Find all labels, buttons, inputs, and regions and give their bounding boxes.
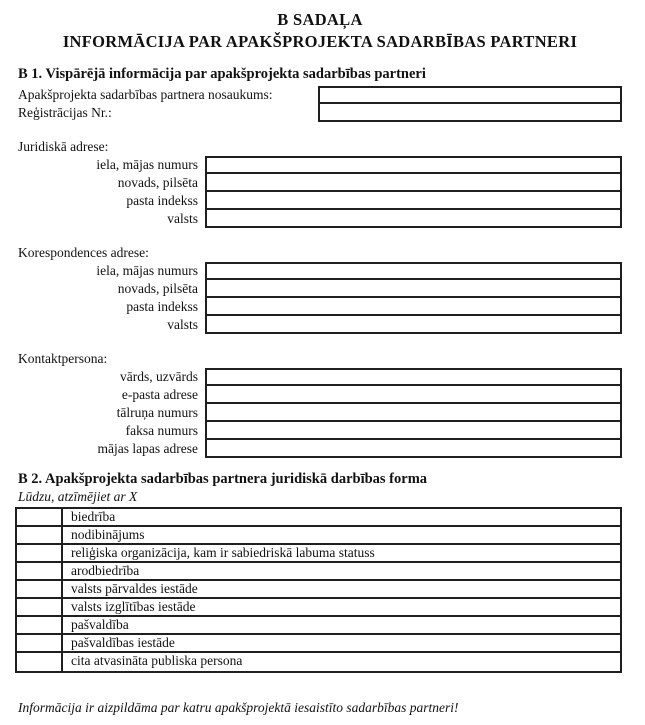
form-row bbox=[18, 210, 622, 228]
korespondences-adrese-group bbox=[18, 244, 622, 334]
section-b2-heading: B 2. Apakšprojekta sadarbības partnera juridiskā darbības forma bbox=[18, 471, 428, 487]
checkbox-religiska-organizacija[interactable] bbox=[17, 545, 63, 561]
form-row bbox=[18, 192, 622, 210]
kontakt-epasts-input[interactable] bbox=[205, 386, 622, 404]
checkbox-valsts-izglitibas-iestade[interactable] bbox=[17, 599, 63, 615]
option-label-nodibinajums: nodibinājums bbox=[71, 527, 145, 542]
table-row bbox=[17, 653, 620, 671]
form-row bbox=[18, 316, 622, 334]
registration-number-label: Reģistrācijas Nr.: bbox=[18, 105, 112, 120]
option-label-arodbiedriba: arodbiedrība bbox=[71, 563, 140, 578]
juridiska-iela-input[interactable] bbox=[205, 156, 622, 174]
table-row bbox=[17, 635, 620, 653]
juridiska-pasta-indekss-input[interactable] bbox=[205, 192, 622, 210]
form-row bbox=[18, 298, 622, 316]
checkbox-pasvaldiba[interactable] bbox=[17, 617, 63, 633]
korespondences-iela-input[interactable] bbox=[205, 262, 622, 280]
table-row bbox=[17, 545, 620, 563]
b1-top-input-stack bbox=[318, 86, 622, 122]
checkbox-arodbiedriba[interactable] bbox=[17, 563, 63, 579]
checkbox-nodibinajums[interactable] bbox=[17, 527, 63, 543]
form-row bbox=[18, 422, 622, 440]
kontakt-talrunis-input[interactable] bbox=[205, 404, 622, 422]
section-b1-heading: B 1. Vispārējā informācija par apakšprojekta sadarbības partneri bbox=[18, 66, 426, 82]
korespondences-valsts-input[interactable] bbox=[205, 316, 622, 334]
option-label-valsts-izglitibas-iestade: valsts izglītības iestāde bbox=[71, 599, 196, 614]
kontakt-fakss-label: faksa numurs bbox=[125, 423, 198, 438]
form-title: B SADAĻA bbox=[277, 10, 363, 29]
korespondences-adrese-heading: Korespondences adrese: bbox=[18, 245, 149, 260]
option-label-cita-atvasinata-publiska-persona: cita atvasināta publiska persona bbox=[71, 653, 243, 668]
legal-form-table bbox=[15, 507, 622, 673]
footer-note: Informācija ir aizpildāma par katru apakšprojektā iesaistīto sadarbības partneri! bbox=[18, 700, 459, 715]
juridiska-adrese-rows bbox=[18, 156, 622, 228]
form-row bbox=[18, 386, 622, 404]
form-row bbox=[18, 440, 622, 458]
b1-top-fields bbox=[18, 86, 622, 122]
checkbox-pasvaldibas-iestade[interactable] bbox=[17, 635, 63, 651]
option-label-valsts-parvaldes-iestade: valsts pārvaldes iestāde bbox=[71, 581, 198, 596]
juridiska-iela-label: iela, mājas numurs bbox=[96, 157, 198, 172]
juridiska-novads-input[interactable] bbox=[205, 174, 622, 192]
checkbox-valsts-parvaldes-iestade[interactable] bbox=[17, 581, 63, 597]
juridiska-valsts-label: valsts bbox=[167, 211, 198, 226]
kontaktpersona-group bbox=[18, 350, 622, 458]
korespondences-novads-input[interactable] bbox=[205, 280, 622, 298]
form-row bbox=[18, 404, 622, 422]
kontakt-majas-lapa-input[interactable] bbox=[205, 440, 622, 458]
option-label-biedriba: biedrība bbox=[71, 509, 116, 524]
registration-number-input[interactable] bbox=[320, 104, 620, 120]
table-row bbox=[17, 509, 620, 527]
form-row bbox=[18, 174, 622, 192]
form-title-block bbox=[18, 9, 622, 53]
b1-top-labels bbox=[18, 86, 318, 122]
kontakt-vards-label: vārds, uzvārds bbox=[120, 369, 198, 384]
form-subtitle: INFORMĀCIJA PAR APAKŠPROJEKTA SADARBĪBAS PARTNERI bbox=[62, 32, 578, 51]
table-row bbox=[17, 563, 620, 581]
table-row bbox=[17, 527, 620, 545]
table-row bbox=[17, 581, 620, 599]
partner-name-label: Apakšprojekta sadarbības partnera nosaukums: bbox=[18, 87, 273, 102]
juridiska-novads-label: novads, pilsēta bbox=[117, 175, 198, 190]
form-row bbox=[18, 156, 622, 174]
option-label-pasvaldiba: pašvaldība bbox=[71, 617, 129, 632]
korespondences-adrese-rows bbox=[18, 262, 622, 334]
kontakt-fakss-input[interactable] bbox=[205, 422, 622, 440]
partner-name-input[interactable] bbox=[320, 88, 620, 104]
kontakt-majas-lapa-label: mājas lapas adrese bbox=[97, 441, 198, 456]
korespondences-novads-label: novads, pilsēta bbox=[117, 281, 198, 296]
table-row bbox=[17, 617, 620, 635]
juridiska-adrese-heading: Juridiskā adrese: bbox=[18, 139, 109, 154]
kontakt-vards-input[interactable] bbox=[205, 368, 622, 386]
checkbox-cita-atvasinata-publiska-persona[interactable] bbox=[17, 653, 63, 671]
juridiska-pasta-indekss-label: pasta indekss bbox=[126, 193, 198, 208]
kontakt-epasts-label: e-pasta adrese bbox=[121, 387, 198, 402]
table-row bbox=[17, 599, 620, 617]
korespondences-valsts-label: valsts bbox=[167, 317, 198, 332]
form-row bbox=[18, 368, 622, 386]
juridiska-valsts-input[interactable] bbox=[205, 210, 622, 228]
form-row bbox=[18, 280, 622, 298]
option-label-pasvaldibas-iestade: pašvaldības iestāde bbox=[71, 635, 175, 650]
kontaktpersona-heading: Kontaktpersona: bbox=[18, 351, 108, 366]
kontakt-talrunis-label: tālruņa numurs bbox=[116, 405, 198, 420]
checkbox-biedriba[interactable] bbox=[17, 509, 63, 525]
korespondences-pasta-indekss-input[interactable] bbox=[205, 298, 622, 316]
form-row bbox=[18, 262, 622, 280]
korespondences-pasta-indekss-label: pasta indekss bbox=[126, 299, 198, 314]
option-label-religiska-organizacija: reliģiska organizācija, kam ir sabiedriskā labuma statuss bbox=[71, 545, 375, 560]
b2-instruction: Lūdzu, atzīmējiet ar X bbox=[18, 489, 138, 504]
juridiska-adrese-group bbox=[18, 138, 622, 228]
korespondences-iela-label: iela, mājas numurs bbox=[96, 263, 198, 278]
kontaktpersona-rows bbox=[18, 368, 622, 458]
